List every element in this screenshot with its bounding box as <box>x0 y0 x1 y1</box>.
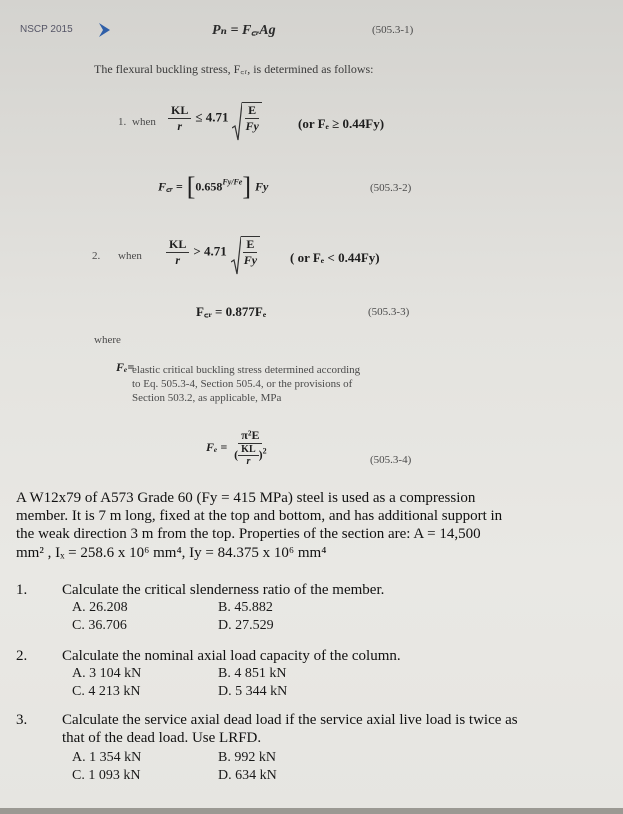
fe-symbol: Fₑ= <box>116 360 135 374</box>
question-1-text: Calculate the critical slenderness ratio of the member. <box>62 582 385 598</box>
case1-slenderness: $\frac{KL}{r}$ ≤ 4.71 $\frac{E}{Fy}$ <box>168 102 262 134</box>
code-label: NSCP 2015 <box>20 24 73 35</box>
question-2-number: 2. <box>16 648 28 664</box>
case1-sqrt: $\frac{E}{Fy}$ <box>232 102 261 134</box>
problem-line-4: mm² , Iₓ = 258.6 x 10⁶ mm⁴, Iy = 84.375 x 10⁶ mm⁴ <box>16 545 327 561</box>
question-3-choice-d: D. 634 kN <box>218 768 277 783</box>
case2-when: when <box>118 250 142 262</box>
case1-when: when <box>132 116 156 128</box>
question-1-number: 1. <box>16 582 28 598</box>
fe-definition-line-1: elastic critical buckling stress determined according <box>132 364 361 376</box>
question-2-choice-a: A. 3 104 kN <box>72 666 142 681</box>
page-bottom-edge <box>0 808 623 814</box>
question-1-choice-d: D. 27.529 <box>218 618 274 633</box>
problem-line-3: the weak direction 3 m from the top. Properties of the section are: A = 14,500 <box>16 526 481 542</box>
problem-line-2: member. It is 7 m long, fixed at the top and bottom, and has additional support in <box>16 508 503 524</box>
eq-505-3-3: (505.3-3) <box>368 306 410 318</box>
intro-text: The flexural buckling stress, F꜀ᵣ, is determined as follows: <box>94 62 374 76</box>
question-2-choice-b: B. 4 851 kN <box>218 666 287 681</box>
where-label: where <box>94 334 121 346</box>
problem-line-1: A W12x79 of A573 Grade 60 (Fy = 415 MPa) steel is used as a compression <box>16 490 476 506</box>
question-3-text-line-1: Calculate the service axial dead load if the service axial live load is twice as <box>62 712 518 728</box>
case2-kl-fraction: $\frac{KL}{r}$ <box>166 237 189 268</box>
question-1-choice-a: A. 26.208 <box>72 600 128 615</box>
question-3-choice-a: A. 1 354 kN <box>72 750 142 765</box>
fe-definition-line-2: to Eq. 505.3-4, Section 505.4, or the provisions of <box>132 378 353 390</box>
question-1-choice-b: B. 45.882 <box>218 600 273 615</box>
question-3-choice-c: C. 1 093 kN <box>72 768 141 783</box>
fe-formula: Fₑ = π²E ( $\frac{KL}{r}$ )$^2$ <box>206 428 267 467</box>
case2-number: 2. <box>92 250 101 262</box>
fe-definition-line-3: Section 503.2, as applicable, MPa <box>132 392 282 404</box>
eq-505-3-2: (505.3-2) <box>370 182 412 194</box>
case1-fcr-formula: F꜀ᵣ = $[0.658^{Fy/Fe}]$ Fy <box>158 172 269 201</box>
case1-condition: (or Fₑ ≥ 0.44Fy) <box>298 116 385 131</box>
question-3-choice-b: B. 992 kN <box>218 750 276 765</box>
chevron-right-icon <box>96 22 114 43</box>
question-3-text-line-2: that of the dead load. Use LRFD. <box>62 730 262 746</box>
case1-kl-fraction: $\frac{KL}{r}$ <box>168 103 191 134</box>
question-1-choice-c: C. 36.706 <box>72 618 127 633</box>
case1-number: 1. <box>118 116 127 128</box>
case2-sqrt: $\frac{E}{Fy}$ <box>231 236 260 268</box>
eq-505-3-1: (505.3-1) <box>372 24 414 36</box>
question-3-number: 3. <box>16 712 28 728</box>
question-2-choice-d: D. 5 344 kN <box>218 684 288 699</box>
case2-fcr-formula: F꜀ᵣ = 0.877Fₑ <box>196 304 267 319</box>
question-2-text: Calculate the nominal axial load capacity of the column. <box>62 648 401 664</box>
question-2-choice-c: C. 4 213 kN <box>72 684 141 699</box>
nominal-load-formula: Pₙ = F꜀ᵣAg <box>212 23 276 38</box>
case2-condition: ( or Fₑ < 0.44Fy) <box>290 250 380 265</box>
eq-505-3-4: (505.3-4) <box>370 454 412 466</box>
case2-slenderness: $\frac{KL}{r}$ > 4.71 $\frac{E}{Fy}$ <box>166 236 260 268</box>
